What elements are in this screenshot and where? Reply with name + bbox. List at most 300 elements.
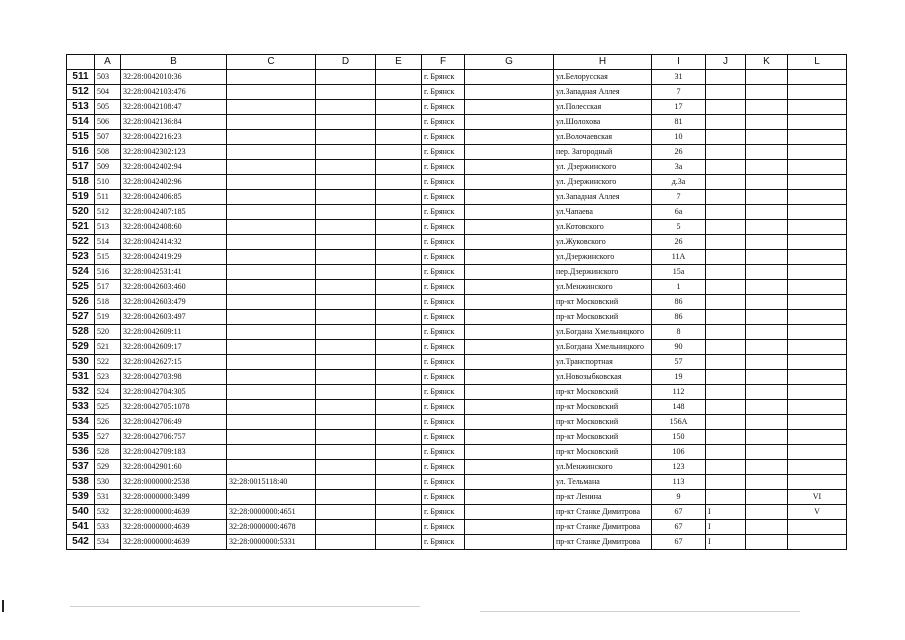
cell-k[interactable] — [746, 145, 788, 160]
cell-c[interactable] — [227, 280, 316, 295]
cell-j[interactable] — [706, 445, 746, 460]
cell-g[interactable] — [465, 400, 554, 415]
cell-i[interactable]: 26 — [652, 235, 706, 250]
column-header-l[interactable]: L — [788, 55, 847, 70]
cell-a[interactable]: 507 — [95, 130, 121, 145]
cell-d[interactable] — [316, 370, 376, 385]
cell-b[interactable]: 32:28:0042706:757 — [121, 430, 227, 445]
cell-e[interactable] — [376, 295, 422, 310]
cell-e[interactable] — [376, 355, 422, 370]
cell-i[interactable]: 7 — [652, 85, 706, 100]
cell-f[interactable]: г. Брянск — [422, 460, 465, 475]
cell-i[interactable]: 86 — [652, 310, 706, 325]
row-number[interactable]: 540 — [67, 505, 95, 520]
cell-d[interactable] — [316, 475, 376, 490]
cell-a[interactable]: 534 — [95, 535, 121, 550]
cell-a[interactable]: 506 — [95, 115, 121, 130]
cell-c[interactable] — [227, 310, 316, 325]
cell-i[interactable]: 86 — [652, 295, 706, 310]
cell-b[interactable]: 32:28:0042402:96 — [121, 175, 227, 190]
cell-l[interactable] — [788, 85, 847, 100]
cell-e[interactable] — [376, 265, 422, 280]
cell-i[interactable]: 81 — [652, 115, 706, 130]
cell-c[interactable] — [227, 325, 316, 340]
cell-h[interactable]: пр-кт Московский — [554, 430, 652, 445]
cell-l[interactable] — [788, 295, 847, 310]
row-number[interactable]: 526 — [67, 295, 95, 310]
cell-k[interactable] — [746, 100, 788, 115]
cell-d[interactable] — [316, 250, 376, 265]
cell-f[interactable]: г. Брянск — [422, 445, 465, 460]
cell-j[interactable] — [706, 205, 746, 220]
cell-c[interactable] — [227, 70, 316, 85]
cell-h[interactable]: пр-кт Московский — [554, 415, 652, 430]
cell-l[interactable] — [788, 70, 847, 85]
cell-j[interactable] — [706, 115, 746, 130]
cell-g[interactable] — [465, 130, 554, 145]
cell-c[interactable] — [227, 265, 316, 280]
cell-i[interactable]: 1 — [652, 280, 706, 295]
cell-i[interactable]: 6а — [652, 205, 706, 220]
cell-c[interactable] — [227, 175, 316, 190]
cell-h[interactable]: пр-кт Станке Димитрова — [554, 535, 652, 550]
cell-i[interactable]: 3а — [652, 160, 706, 175]
cell-d[interactable] — [316, 85, 376, 100]
cell-b[interactable]: 32:28:0042216:23 — [121, 130, 227, 145]
cell-k[interactable] — [746, 445, 788, 460]
cell-g[interactable] — [465, 145, 554, 160]
cell-l[interactable] — [788, 415, 847, 430]
cell-h[interactable]: ул.Западная Аллея — [554, 85, 652, 100]
cell-a[interactable]: 516 — [95, 265, 121, 280]
row-number[interactable]: 531 — [67, 370, 95, 385]
cell-k[interactable] — [746, 130, 788, 145]
cell-i[interactable]: 148 — [652, 400, 706, 415]
cell-h[interactable]: ул.Западная Аллея — [554, 190, 652, 205]
cell-e[interactable] — [376, 400, 422, 415]
cell-a[interactable]: 532 — [95, 505, 121, 520]
cell-b[interactable]: 32:28:0042705:1078 — [121, 400, 227, 415]
cell-a[interactable]: 518 — [95, 295, 121, 310]
cell-k[interactable] — [746, 535, 788, 550]
cell-a[interactable]: 515 — [95, 250, 121, 265]
cell-e[interactable] — [376, 160, 422, 175]
cell-k[interactable] — [746, 505, 788, 520]
cell-k[interactable] — [746, 385, 788, 400]
cell-d[interactable] — [316, 205, 376, 220]
cell-k[interactable] — [746, 475, 788, 490]
cell-g[interactable] — [465, 190, 554, 205]
row-number[interactable]: 517 — [67, 160, 95, 175]
cell-g[interactable] — [465, 460, 554, 475]
cell-j[interactable] — [706, 460, 746, 475]
row-number[interactable]: 515 — [67, 130, 95, 145]
cell-k[interactable] — [746, 340, 788, 355]
cell-d[interactable] — [316, 445, 376, 460]
cell-j[interactable] — [706, 220, 746, 235]
cell-b[interactable]: 32:28:0042703:98 — [121, 370, 227, 385]
cell-l[interactable] — [788, 370, 847, 385]
cell-j[interactable] — [706, 430, 746, 445]
cell-d[interactable] — [316, 460, 376, 475]
cell-j[interactable] — [706, 100, 746, 115]
cell-a[interactable]: 520 — [95, 325, 121, 340]
cell-f[interactable]: г. Брянск — [422, 325, 465, 340]
cell-f[interactable]: г. Брянск — [422, 475, 465, 490]
cell-b[interactable]: 32:28:0042103:476 — [121, 85, 227, 100]
cell-d[interactable] — [316, 355, 376, 370]
cell-f[interactable]: г. Брянск — [422, 160, 465, 175]
cell-k[interactable] — [746, 250, 788, 265]
cell-a[interactable]: 519 — [95, 310, 121, 325]
cell-d[interactable] — [316, 490, 376, 505]
cell-i[interactable]: 9 — [652, 490, 706, 505]
cell-e[interactable] — [376, 430, 422, 445]
cell-j[interactable] — [706, 70, 746, 85]
cell-f[interactable]: г. Брянск — [422, 520, 465, 535]
cell-j[interactable]: I — [706, 520, 746, 535]
cell-b[interactable]: 32:28:0042010:36 — [121, 70, 227, 85]
cell-k[interactable] — [746, 370, 788, 385]
cell-b[interactable]: 32:28:0042302:123 — [121, 145, 227, 160]
cell-i[interactable]: 67 — [652, 505, 706, 520]
cell-b[interactable]: 32:28:0042706:49 — [121, 415, 227, 430]
row-number[interactable]: 527 — [67, 310, 95, 325]
cell-j[interactable] — [706, 295, 746, 310]
cell-b[interactable]: 32:28:0042603:460 — [121, 280, 227, 295]
cell-b[interactable]: 32:28:0042603:497 — [121, 310, 227, 325]
row-number[interactable]: 511 — [67, 70, 95, 85]
row-number[interactable]: 534 — [67, 415, 95, 430]
row-number[interactable]: 536 — [67, 445, 95, 460]
cell-e[interactable] — [376, 250, 422, 265]
cell-e[interactable] — [376, 325, 422, 340]
cell-b[interactable]: 32:28:0042402:94 — [121, 160, 227, 175]
cell-g[interactable] — [465, 280, 554, 295]
cell-d[interactable] — [316, 310, 376, 325]
cell-h[interactable]: ул.Жуковского — [554, 235, 652, 250]
cell-e[interactable] — [376, 145, 422, 160]
cell-l[interactable] — [788, 190, 847, 205]
column-header-d[interactable]: D — [316, 55, 376, 70]
cell-g[interactable] — [465, 505, 554, 520]
cell-b[interactable]: 32:28:0042136:84 — [121, 115, 227, 130]
cell-j[interactable] — [706, 325, 746, 340]
cell-l[interactable] — [788, 310, 847, 325]
cell-f[interactable]: г. Брянск — [422, 190, 465, 205]
cell-b[interactable]: 32:28:0042531:41 — [121, 265, 227, 280]
cell-f[interactable]: г. Брянск — [422, 490, 465, 505]
cell-g[interactable] — [465, 115, 554, 130]
cell-d[interactable] — [316, 190, 376, 205]
column-header-c[interactable]: C — [227, 55, 316, 70]
cell-j[interactable] — [706, 310, 746, 325]
cell-g[interactable] — [465, 445, 554, 460]
cell-k[interactable] — [746, 355, 788, 370]
cell-d[interactable] — [316, 235, 376, 250]
column-header-g[interactable]: G — [465, 55, 554, 70]
cell-l[interactable] — [788, 130, 847, 145]
cell-f[interactable]: г. Брянск — [422, 280, 465, 295]
cell-g[interactable] — [465, 535, 554, 550]
cell-f[interactable]: г. Брянск — [422, 430, 465, 445]
cell-i[interactable]: 67 — [652, 535, 706, 550]
cell-d[interactable] — [316, 535, 376, 550]
cell-l[interactable] — [788, 400, 847, 415]
cell-i[interactable]: 57 — [652, 355, 706, 370]
cell-f[interactable]: г. Брянск — [422, 340, 465, 355]
cell-f[interactable]: г. Брянск — [422, 220, 465, 235]
cell-k[interactable] — [746, 70, 788, 85]
cell-a[interactable]: 522 — [95, 355, 121, 370]
cell-j[interactable] — [706, 130, 746, 145]
cell-e[interactable] — [376, 340, 422, 355]
cell-h[interactable]: ул.Шолохова — [554, 115, 652, 130]
cell-l[interactable] — [788, 220, 847, 235]
cell-k[interactable] — [746, 295, 788, 310]
cell-k[interactable] — [746, 520, 788, 535]
cell-c[interactable] — [227, 235, 316, 250]
cell-i[interactable]: 26 — [652, 145, 706, 160]
cell-g[interactable] — [465, 520, 554, 535]
cell-c[interactable] — [227, 220, 316, 235]
cell-g[interactable] — [465, 490, 554, 505]
cell-d[interactable] — [316, 430, 376, 445]
cell-c[interactable] — [227, 205, 316, 220]
cell-c[interactable] — [227, 250, 316, 265]
cell-f[interactable]: г. Брянск — [422, 505, 465, 520]
cell-l[interactable] — [788, 145, 847, 160]
cell-j[interactable] — [706, 400, 746, 415]
cell-k[interactable] — [746, 325, 788, 340]
column-header-e[interactable]: E — [376, 55, 422, 70]
cell-d[interactable] — [316, 100, 376, 115]
cell-l[interactable] — [788, 355, 847, 370]
row-number[interactable]: 537 — [67, 460, 95, 475]
cell-i[interactable]: 123 — [652, 460, 706, 475]
cell-j[interactable]: I — [706, 535, 746, 550]
cell-d[interactable] — [316, 70, 376, 85]
cell-h[interactable]: ул.Транспортная — [554, 355, 652, 370]
cell-k[interactable] — [746, 190, 788, 205]
cell-l[interactable] — [788, 430, 847, 445]
cell-l[interactable] — [788, 460, 847, 475]
cell-a[interactable]: 505 — [95, 100, 121, 115]
cell-j[interactable] — [706, 355, 746, 370]
cell-d[interactable] — [316, 415, 376, 430]
cell-c[interactable] — [227, 445, 316, 460]
cell-a[interactable]: 524 — [95, 385, 121, 400]
cell-e[interactable] — [376, 190, 422, 205]
cell-f[interactable]: г. Брянск — [422, 310, 465, 325]
cell-d[interactable] — [316, 505, 376, 520]
cell-h[interactable]: ул.Белорусская — [554, 70, 652, 85]
cell-f[interactable]: г. Брянск — [422, 130, 465, 145]
cell-b[interactable]: 32:28:0042627:15 — [121, 355, 227, 370]
cell-i[interactable]: 10 — [652, 130, 706, 145]
cell-j[interactable] — [706, 250, 746, 265]
cell-h[interactable]: пер. Загородный — [554, 145, 652, 160]
cell-c[interactable] — [227, 295, 316, 310]
row-number[interactable]: 535 — [67, 430, 95, 445]
cell-l[interactable] — [788, 265, 847, 280]
cell-d[interactable] — [316, 280, 376, 295]
row-number[interactable]: 539 — [67, 490, 95, 505]
cell-k[interactable] — [746, 160, 788, 175]
cell-c[interactable] — [227, 130, 316, 145]
cell-b[interactable]: 32:28:0042609:17 — [121, 340, 227, 355]
cell-e[interactable] — [376, 85, 422, 100]
cell-h[interactable]: пр-кт Ленина — [554, 490, 652, 505]
cell-l[interactable] — [788, 175, 847, 190]
cell-b[interactable]: 32:28:0042414:32 — [121, 235, 227, 250]
cell-d[interactable] — [316, 175, 376, 190]
cell-a[interactable]: 527 — [95, 430, 121, 445]
cell-f[interactable]: г. Брянск — [422, 70, 465, 85]
cell-j[interactable] — [706, 385, 746, 400]
cell-k[interactable] — [746, 265, 788, 280]
cell-b[interactable]: 32:28:0042408:60 — [121, 220, 227, 235]
cell-h[interactable]: пр-кт Московский — [554, 385, 652, 400]
cell-e[interactable] — [376, 310, 422, 325]
column-header-h[interactable]: H — [554, 55, 652, 70]
cell-h[interactable]: ул.Чапаева — [554, 205, 652, 220]
cell-l[interactable] — [788, 340, 847, 355]
cell-a[interactable]: 528 — [95, 445, 121, 460]
corner-header[interactable] — [67, 55, 95, 70]
cell-c[interactable] — [227, 490, 316, 505]
cell-h[interactable]: пр-кт Московский — [554, 295, 652, 310]
cell-g[interactable] — [465, 475, 554, 490]
cell-d[interactable] — [316, 115, 376, 130]
cell-c[interactable] — [227, 370, 316, 385]
cell-f[interactable]: г. Брянск — [422, 400, 465, 415]
cell-g[interactable] — [465, 70, 554, 85]
cell-c[interactable] — [227, 100, 316, 115]
cell-i[interactable]: 156А — [652, 415, 706, 430]
cell-k[interactable] — [746, 220, 788, 235]
cell-l[interactable] — [788, 250, 847, 265]
cell-f[interactable]: г. Брянск — [422, 235, 465, 250]
column-header-b[interactable]: B — [121, 55, 227, 70]
cell-c[interactable] — [227, 430, 316, 445]
cell-e[interactable] — [376, 100, 422, 115]
cell-c[interactable] — [227, 460, 316, 475]
cell-c[interactable] — [227, 400, 316, 415]
cell-h[interactable]: ул.Новозыбковская — [554, 370, 652, 385]
cell-g[interactable] — [465, 85, 554, 100]
cell-f[interactable]: г. Брянск — [422, 115, 465, 130]
cell-f[interactable]: г. Брянск — [422, 385, 465, 400]
cell-i[interactable]: 150 — [652, 430, 706, 445]
cell-i[interactable]: 90 — [652, 340, 706, 355]
cell-a[interactable]: 533 — [95, 520, 121, 535]
cell-i[interactable]: 67 — [652, 520, 706, 535]
cell-k[interactable] — [746, 175, 788, 190]
column-header-i[interactable]: I — [652, 55, 706, 70]
cell-j[interactable] — [706, 475, 746, 490]
cell-i[interactable]: 106 — [652, 445, 706, 460]
cell-f[interactable]: г. Брянск — [422, 265, 465, 280]
cell-e[interactable] — [376, 490, 422, 505]
cell-g[interactable] — [465, 175, 554, 190]
cell-l[interactable] — [788, 160, 847, 175]
cell-a[interactable]: 513 — [95, 220, 121, 235]
cell-l[interactable] — [788, 445, 847, 460]
row-number[interactable]: 516 — [67, 145, 95, 160]
cell-g[interactable] — [465, 250, 554, 265]
row-number[interactable]: 522 — [67, 235, 95, 250]
cell-i[interactable]: 7 — [652, 190, 706, 205]
column-header-k[interactable]: K — [746, 55, 788, 70]
cell-b[interactable]: 32:28:0042603:479 — [121, 295, 227, 310]
cell-g[interactable] — [465, 430, 554, 445]
cell-i[interactable]: 19 — [652, 370, 706, 385]
row-number[interactable]: 524 — [67, 265, 95, 280]
cell-j[interactable] — [706, 160, 746, 175]
cell-g[interactable] — [465, 355, 554, 370]
cell-d[interactable] — [316, 130, 376, 145]
cell-i[interactable]: 8 — [652, 325, 706, 340]
cell-k[interactable] — [746, 460, 788, 475]
cell-a[interactable]: 509 — [95, 160, 121, 175]
cell-b[interactable]: 32:28:0042419:29 — [121, 250, 227, 265]
cell-g[interactable] — [465, 340, 554, 355]
cell-j[interactable] — [706, 370, 746, 385]
cell-b[interactable]: 32:28:0000000:4639 — [121, 535, 227, 550]
cell-h[interactable]: ул.Полесская — [554, 100, 652, 115]
cell-d[interactable] — [316, 160, 376, 175]
cell-d[interactable] — [316, 400, 376, 415]
cell-j[interactable] — [706, 85, 746, 100]
cell-k[interactable] — [746, 205, 788, 220]
cell-j[interactable] — [706, 340, 746, 355]
cell-b[interactable]: 32:28:0042609:11 — [121, 325, 227, 340]
cell-c[interactable] — [227, 115, 316, 130]
cell-k[interactable] — [746, 85, 788, 100]
row-number[interactable]: 519 — [67, 190, 95, 205]
cell-j[interactable] — [706, 235, 746, 250]
cell-e[interactable] — [376, 280, 422, 295]
cell-l[interactable] — [788, 280, 847, 295]
row-number[interactable]: 530 — [67, 355, 95, 370]
cell-d[interactable] — [316, 340, 376, 355]
cell-e[interactable] — [376, 175, 422, 190]
cell-a[interactable]: 517 — [95, 280, 121, 295]
cell-h[interactable]: пер.Дзержинского — [554, 265, 652, 280]
cell-k[interactable] — [746, 115, 788, 130]
cell-c[interactable] — [227, 340, 316, 355]
cell-h[interactable]: ул.Богдана Хмельницкого — [554, 340, 652, 355]
row-number[interactable]: 514 — [67, 115, 95, 130]
cell-g[interactable] — [465, 310, 554, 325]
cell-f[interactable]: г. Брянск — [422, 250, 465, 265]
cell-d[interactable] — [316, 145, 376, 160]
cell-a[interactable]: 512 — [95, 205, 121, 220]
row-number[interactable]: 533 — [67, 400, 95, 415]
row-number[interactable]: 528 — [67, 325, 95, 340]
cell-b[interactable]: 32:28:0000000:2538 — [121, 475, 227, 490]
row-number[interactable]: 542 — [67, 535, 95, 550]
cell-a[interactable]: 530 — [95, 475, 121, 490]
cell-e[interactable] — [376, 505, 422, 520]
cell-f[interactable]: г. Брянск — [422, 175, 465, 190]
cell-a[interactable]: 514 — [95, 235, 121, 250]
row-number[interactable]: 521 — [67, 220, 95, 235]
cell-f[interactable]: г. Брянск — [422, 205, 465, 220]
cell-l[interactable] — [788, 475, 847, 490]
cell-e[interactable] — [376, 70, 422, 85]
